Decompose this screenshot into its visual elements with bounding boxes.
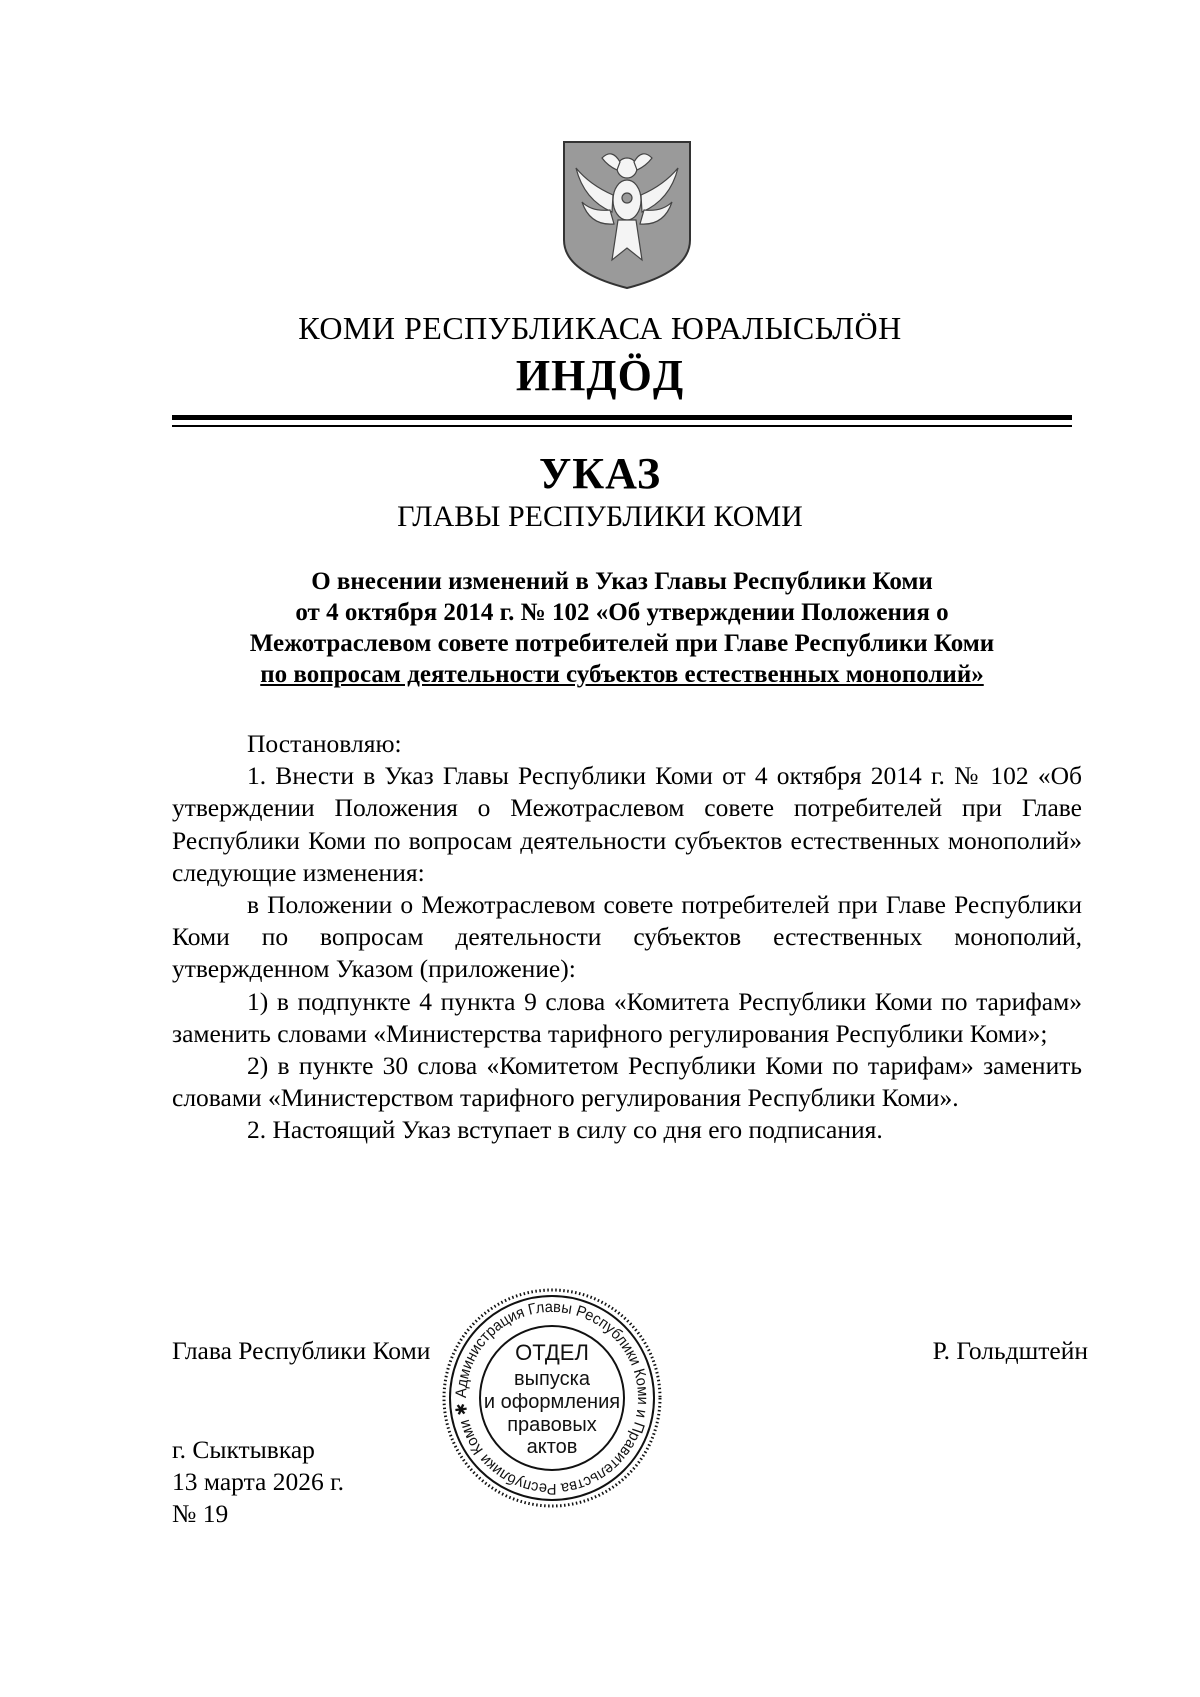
footer-city: г. Сыктывкар (172, 1435, 315, 1464)
header-indod-title: ИНДӦД (515, 351, 685, 400)
komi-coat-of-arms-icon (562, 140, 692, 290)
subject-line: О внесении изменений в Указ Главы Республики Коми (311, 568, 933, 595)
body-paragraph: 1) в подпункте 4 пункта 9 слова «Комитета Республики Коми по тарифам» заменить словами «Министерства тарифного регулирования Республики Коми»; (172, 986, 1082, 1048)
signature-position: Глава Республики Коми (172, 1336, 431, 1365)
official-stamp (440, 1286, 664, 1510)
footer-number: № 19 (172, 1499, 229, 1528)
stamp-line: ОТДЕЛ (515, 1340, 589, 1365)
header-divider-thick (172, 415, 1072, 420)
stamp-ring-text: Администрация Главы Республики Коми и Правительства Республики Коми ✱ (452, 1298, 652, 1498)
subject-line: по вопросам деятельности субъектов естественных монополий» (260, 661, 984, 688)
document-type-title: УКАЗ (538, 449, 662, 498)
body-paragraph: в Положении о Межотраслевом совете потребителей при Главе Республики Коми по вопросам деятельности субъектов естественных монополий, утвержденном Указом (приложение): (172, 890, 1082, 984)
body-paragraph: 1. Внести в Указ Главы Республики Коми от 4 октября 2014 г. № 102 «Об утверждении Положения о Межотраслевом совете потребителей при Главе Республики Коми по вопросам деятельности субъектов естественных монополий» следующие изменения: (172, 761, 1082, 887)
document-body (172, 728, 1082, 1147)
stamp-line: выпуска (514, 1368, 590, 1390)
document-subject (172, 566, 1072, 690)
body-paragraph: Постановляю: (247, 729, 402, 758)
header-divider-thin (172, 425, 1072, 427)
document-issuer: ГЛАВЫ РЕСПУБЛИКИ КОМИ (397, 500, 803, 533)
body-paragraph: 2) в пункте 30 слова «Комитетом Республики Коми по тарифам» заменить словами «Министерством тарифного регулирования Республики Коми». (172, 1051, 1082, 1113)
document-footer (172, 1434, 344, 1530)
stamp-line: правовых (507, 1414, 597, 1436)
header-republic-line: КОМИ РЕСПУБЛИКАСА ЮРАЛЫСЬЛӦН (298, 310, 902, 346)
subject-line: Межотраслевом совете потребителей при Главе Республики Коми (249, 630, 995, 657)
signature-name: Р. Гольдштейн (932, 1336, 1088, 1365)
stamp-line: и оформления (483, 1391, 621, 1413)
subject-line: от 4 октября 2014 г. № 102 «Об утверждении Положения о (295, 599, 949, 626)
stamp-line: актов (526, 1436, 578, 1458)
footer-date: 13 марта 2026 г. (172, 1467, 345, 1496)
body-paragraph: 2. Настоящий Указ вступает в силу со дня его подписания. (247, 1115, 883, 1145)
